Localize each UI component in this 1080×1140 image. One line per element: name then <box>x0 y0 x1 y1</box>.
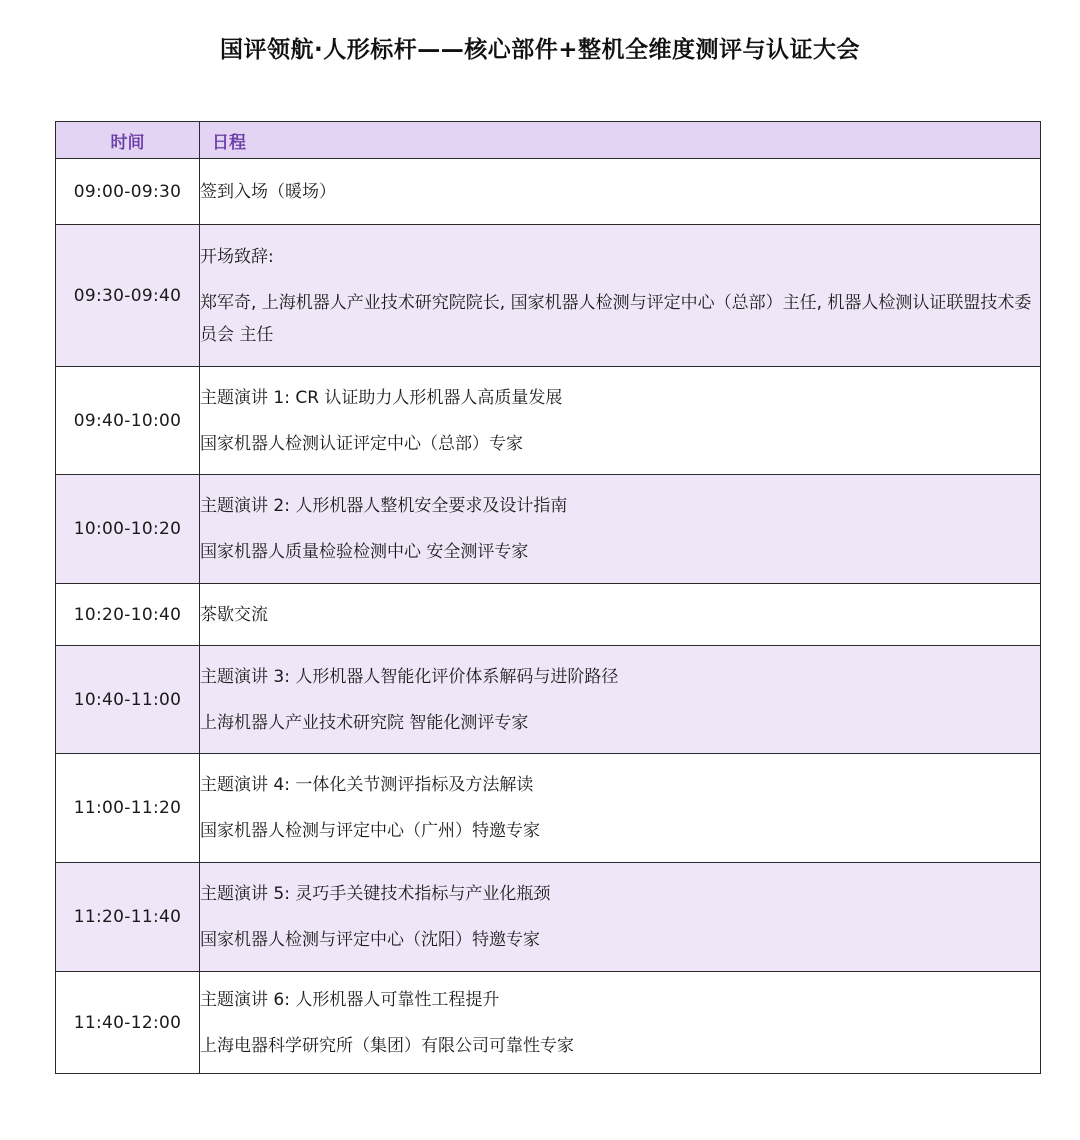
table-header-row <box>56 122 1041 159</box>
row-time: 11:40-12:00 <box>56 972 200 1074</box>
schedule-detail: 国家机器人检测与评定中心（沈阳）特邀专家 <box>200 930 540 950</box>
schedule-detail: 上海电器科学研究所（集团）有限公司可靠性专家 <box>200 1035 574 1056</box>
row-schedule <box>200 754 1041 863</box>
page-title: 国评领航·人形标杆——核心部件+整机全维度测评与认证大会 <box>219 37 860 63</box>
agenda-table <box>55 121 1041 1074</box>
table-row <box>56 972 1041 1074</box>
schedule-line: 签到入场（暖场） <box>200 181 336 202</box>
row-schedule <box>200 225 1041 367</box>
row-time: 10:20-10:40 <box>56 584 200 646</box>
schedule-detail: 上海机器人产业技术研究院 智能化测评专家 <box>200 712 529 733</box>
schedule-detail: 国家机器人质量检验检测中心 安全测评专家 <box>200 542 529 562</box>
row-schedule <box>200 584 1041 646</box>
table-row <box>56 225 1041 367</box>
schedule-line: 主题演讲 5: 灵巧手关键技术指标与产业化瓶颈 <box>200 884 551 904</box>
table-row <box>56 367 1041 475</box>
row-time: 10:00-10:20 <box>56 475 200 584</box>
row-time: 10:40-11:00 <box>56 646 200 754</box>
table-row <box>56 475 1041 584</box>
row-schedule <box>200 475 1041 584</box>
schedule-detail: 国家机器人检测与评定中心（广州）特邀专家 <box>200 821 540 841</box>
row-schedule <box>200 367 1041 475</box>
row-time: 11:00-11:20 <box>56 754 200 863</box>
schedule-line: 主题演讲 6: 人形机器人可靠性工程提升 <box>200 989 500 1010</box>
table-row <box>56 584 1041 646</box>
row-schedule <box>200 863 1041 972</box>
schedule-line: 主题演讲 4: 一体化关节测评指标及方法解读 <box>200 775 534 795</box>
time-column-header: 时间 <box>56 122 200 159</box>
row-schedule <box>200 159 1041 225</box>
row-time: 11:20-11:40 <box>56 863 200 972</box>
schedule-line: 主题演讲 1: CR 认证助力人形机器人高质量发展 <box>200 387 563 408</box>
table-row <box>56 646 1041 754</box>
table-row <box>56 863 1041 972</box>
row-schedule <box>200 972 1041 1074</box>
row-time: 09:30-09:40 <box>56 225 200 367</box>
row-time: 09:40-10:00 <box>56 367 200 475</box>
schedule-line: 开场致辞: <box>200 246 274 267</box>
table-row <box>56 159 1041 225</box>
schedule-detail: 国家机器人检测认证评定中心（总部）专家 <box>200 433 523 454</box>
schedule-line: 主题演讲 2: 人形机器人整机安全要求及设计指南 <box>200 496 568 516</box>
schedule-column-header: 日程 <box>200 122 1041 159</box>
row-schedule <box>200 646 1041 754</box>
row-time: 09:00-09:30 <box>56 159 200 225</box>
schedule-line: 茶歇交流 <box>200 604 268 625</box>
schedule-detail: 郑军奇, 上海机器人产业技术研究院院长, 国家机器人检测与评定中心（总部）主任, 机器人检测认证联盟技术委员会 主任 <box>200 292 1032 345</box>
schedule-line: 主题演讲 3: 人形机器人智能化评价体系解码与进阶路径 <box>200 666 619 687</box>
table-row <box>56 754 1041 863</box>
